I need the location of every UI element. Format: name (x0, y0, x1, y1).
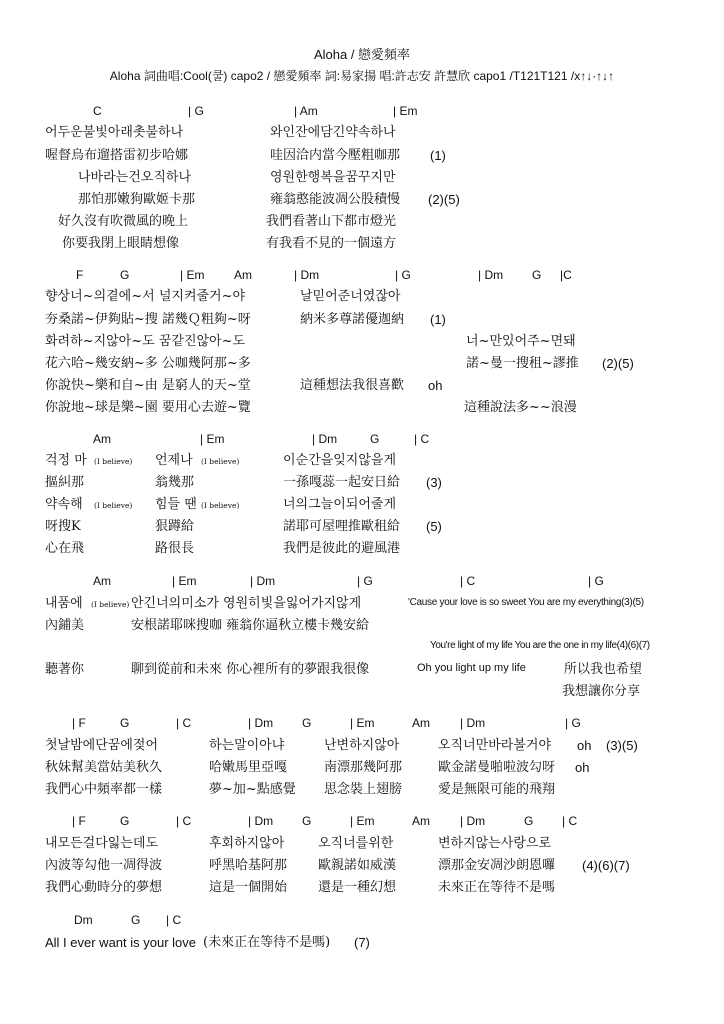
lyric-phonetic: 哇因洽内當今壓粗咖那 (270, 148, 401, 163)
lyric-chinese: 你說快~樂和自~由 是窮人的天~堂 (45, 378, 251, 393)
chord: | C (176, 716, 192, 730)
lyric-phonetic: 翁幾那 (155, 475, 195, 490)
chord: | C (414, 432, 430, 446)
lyric-phonetic: 諾~曼一搜租~謬推 (466, 356, 579, 371)
chord: Am (93, 432, 111, 446)
lyric-phonetic: 哈嫩馬里亞嘎 (209, 760, 288, 775)
lyric-chinese: 聊到從前和未來 你心裡所有的夢跟我很像 (131, 662, 370, 677)
lyric-chinese: 好久沒有吹微風的晚上 (58, 214, 189, 229)
chord: | C (562, 814, 578, 828)
chord: Am (412, 716, 430, 730)
lyric-aside: (I believe) (94, 501, 133, 510)
chord: | C (166, 913, 182, 927)
chord: | Em (180, 268, 205, 282)
lyric-phonetic: 諾耶可屋哩推歐租給 (283, 519, 401, 534)
chord: | Em (200, 432, 225, 446)
lyric-korean: 날믿어준너였잖아 (300, 289, 401, 304)
chord: Am (234, 268, 252, 282)
chord: | G (588, 574, 604, 588)
lyric-korean: 너의그늘이되어줄게 (283, 497, 397, 512)
lyric-chinese: (未來正在等待不是嗎) (203, 935, 331, 950)
chord: | Em (393, 104, 418, 118)
chord: | C (176, 814, 192, 828)
lyric-aside: (I believe) (94, 457, 133, 466)
chord: | Dm (250, 574, 276, 588)
chord: G (524, 814, 534, 828)
chord: | G (395, 268, 411, 282)
chord: | Dm (478, 268, 504, 282)
lyric-english: All I ever want is your love (45, 935, 197, 950)
lyric-phonetic: 呀搜K (45, 519, 81, 534)
lyric-chinese: 還是一種幻想 (318, 880, 397, 895)
lyric-chinese: 有我看不見的一個遠方 (266, 236, 397, 251)
part-marker: (2)(5) (428, 192, 460, 207)
chord: | G (188, 104, 204, 118)
chord: | Dm (294, 268, 320, 282)
lyric-english: oh (428, 378, 443, 393)
chord: | Em (172, 574, 197, 588)
lyric-phonetic: 呼黑哈基阿那 (209, 858, 288, 873)
part-marker: (2)(5) (602, 356, 634, 371)
lyric-korean: 힘들 땐 (155, 497, 197, 512)
lyric-korean: 어두운불빛아래촛불하나 (45, 125, 184, 140)
lyric-phonetic: 納米多尊諾優迦納 (300, 312, 405, 327)
lyric-chinese: 夢~加~點感覺 (209, 782, 296, 797)
chord: Am (93, 574, 111, 588)
song-info-header: Aloha 詞曲唱:Cool(쿨) capo2 / 戀愛頻率 詞:易家揚 唱:許志安 許慧欣 capo1 /T121T121 /x↑↓·↑↓↑ (109, 69, 615, 83)
lyric-korean: 와인잔에담긴약속하나 (270, 125, 396, 140)
lyric-chinese: 你要我閉上眼睛想像 (62, 236, 180, 251)
lyric-chinese: 這是一個開始 (209, 880, 288, 895)
lyric-korean: 변하지않는사랑으로 (438, 836, 552, 851)
lyric-chinese: 路很長 (155, 541, 195, 556)
lyric-phonetic: 那怕那嫩狗歐姬卡那 (78, 192, 196, 207)
lyric-english: Oh you light up my life (417, 662, 526, 674)
part-marker: (5) (426, 519, 442, 534)
lyric-korean: 하는말이아냐 (209, 738, 285, 753)
lyric-chinese: 聽著你 (45, 662, 85, 677)
lyric-korean: 향상너~의곁에~서 널지켜줄거~야 (45, 289, 246, 304)
lyric-korean: 후회하지않아 (209, 836, 285, 851)
chord: Dm (74, 913, 93, 927)
chord: | Em (350, 814, 375, 828)
chord: G (302, 814, 312, 828)
lyric-chinese: 這種說法多~~浪漫 (464, 400, 577, 415)
lyric-korean: 화려하~지않아~도 꿈같진않아~도 (45, 334, 246, 349)
lyric-korean: 걱정 마 (45, 453, 87, 468)
chord: G (302, 716, 312, 730)
part-marker: (7) (354, 935, 370, 950)
chord: | F (72, 814, 86, 828)
lyric-korean: 약속해 (45, 497, 83, 512)
lyric-phonetic: 內波等勾他一凋得波 (45, 858, 163, 873)
chord: | Dm (460, 716, 486, 730)
lyric-english: oh (577, 738, 592, 753)
lyric-chinese: 心在飛 (45, 541, 85, 556)
lyric-korean: 너~만있어주~면돼 (466, 334, 576, 349)
chord: Am (412, 814, 430, 828)
lyric-phonetic: 狠蹲給 (155, 519, 195, 534)
lyric-aside: (I believe) (91, 600, 130, 609)
lyric-chinese: 思念裝上翅膀 (324, 782, 403, 797)
chord: G (120, 268, 130, 282)
chord: G (120, 716, 130, 730)
lyric-korean: 내모든걸다잃는데도 (45, 836, 159, 851)
chord: | Dm (248, 814, 274, 828)
lyric-korean: 첫날밤에단꿈에젖어 (45, 738, 159, 753)
lyric-korean: 내품에 (45, 596, 83, 611)
chord: F (76, 268, 84, 282)
part-marker: (1) (430, 312, 446, 327)
lyric-phonetic: 夯桑諾~伊夠貼~搜 諾幾Ｑ粗夠~呀 (45, 312, 251, 327)
lyric-phonetic: 安根諾耶咪搜咖 雍翁你逼秋立樓卡幾安給 (131, 618, 370, 633)
lyric-phonetic: 秋妹幫美當姑美秋久 (45, 760, 163, 775)
chord: |C (560, 268, 572, 282)
lyric-korean: 안긴너의미소가 영원히빛을잃어가지않게 (131, 596, 362, 611)
lyric-phonetic: 漂那金安凋沙朗恩囉 (438, 858, 556, 873)
lyric-phonetic: 歐金諾曼啪啦波勾呀 (438, 760, 556, 775)
lyric-chinese: 這種想法我很喜歡 (300, 378, 405, 393)
chord: | Dm (248, 716, 274, 730)
chord: | Dm (460, 814, 486, 828)
chord: | Dm (312, 432, 338, 446)
chord: G (131, 913, 141, 927)
lyric-phonetic: 喔督烏布遛搭雷初步哈娜 (45, 148, 189, 163)
lyric-korean: 언제나 (155, 453, 193, 468)
lyric-korean: 오직너만바라볼거야 (438, 738, 552, 753)
chord: | Em (350, 716, 375, 730)
part-marker: (1) (430, 148, 446, 163)
lyric-chinese: 我們心中頻率都一樣 (45, 782, 163, 797)
lyric-phonetic: 南漂那幾阿那 (324, 760, 403, 775)
part-marker: (3) (426, 475, 442, 490)
lyric-chinese: 未來正在等待不是嗎 (438, 880, 556, 895)
lyric-chinese: 愛是無限可能的飛翔 (438, 782, 556, 797)
lyric-aside: (I believe) (201, 457, 240, 466)
lyric-korean: 오직너를위한 (318, 836, 394, 851)
lyric-chinese: 我們看著山下都市燈光 (266, 214, 397, 229)
lyric-phonetic: 內鋪美 (45, 618, 85, 633)
lyric-phonetic: 花六哈~幾安納~多 公咖幾阿那~多 (45, 356, 251, 371)
chord: G (532, 268, 542, 282)
lyric-phonetic: 摳糾那 (45, 475, 85, 490)
lyric-korean: 영원한행복을꿈꾸지만 (270, 170, 396, 185)
lyric-korean: 이순간을잊지않을게 (283, 453, 397, 468)
lyric-chinese: 你說地~球是樂~園 要用心去遊~覽 (45, 400, 251, 415)
lyric-english: You're light of my life You are the one in my life(4)(6)(7) (430, 640, 650, 651)
chord: | G (357, 574, 373, 588)
chord: G (120, 814, 130, 828)
lyric-chinese: 所以我也希望 (564, 662, 643, 677)
lyric-korean: 난변하지않아 (324, 738, 400, 753)
lyric-english: oh (575, 760, 590, 775)
lyric-chinese: 我們心動時分的夢想 (45, 880, 163, 895)
lyric-english: 'Cause your love is so sweet You are my everything(3)(5) (408, 597, 644, 608)
lyric-chinese: 我想讓你分享 (562, 684, 641, 699)
chord: | G (565, 716, 581, 730)
chord: G (370, 432, 380, 446)
lyric-phonetic: 一孫嘎蕊一起安日給 (283, 475, 401, 490)
lyric-phonetic: 歐親諾如威漢 (318, 858, 397, 873)
lyric-aside: (I believe) (201, 501, 240, 510)
part-marker: (3)(5) (606, 738, 638, 753)
chord: C (93, 104, 102, 118)
chord: | Am (294, 104, 318, 118)
lyric-phonetic: 雍翁憨能波凋公股積慢 (270, 192, 401, 207)
chord: | F (72, 716, 86, 730)
part-marker: (4)(6)(7) (582, 858, 630, 873)
lyric-korean: 나바라는건오직하나 (78, 170, 192, 185)
page-title: Aloha / 戀愛頻率 (313, 47, 411, 62)
chord: | C (460, 574, 476, 588)
lyric-chinese: 我們是彼此的避風港 (283, 541, 401, 556)
